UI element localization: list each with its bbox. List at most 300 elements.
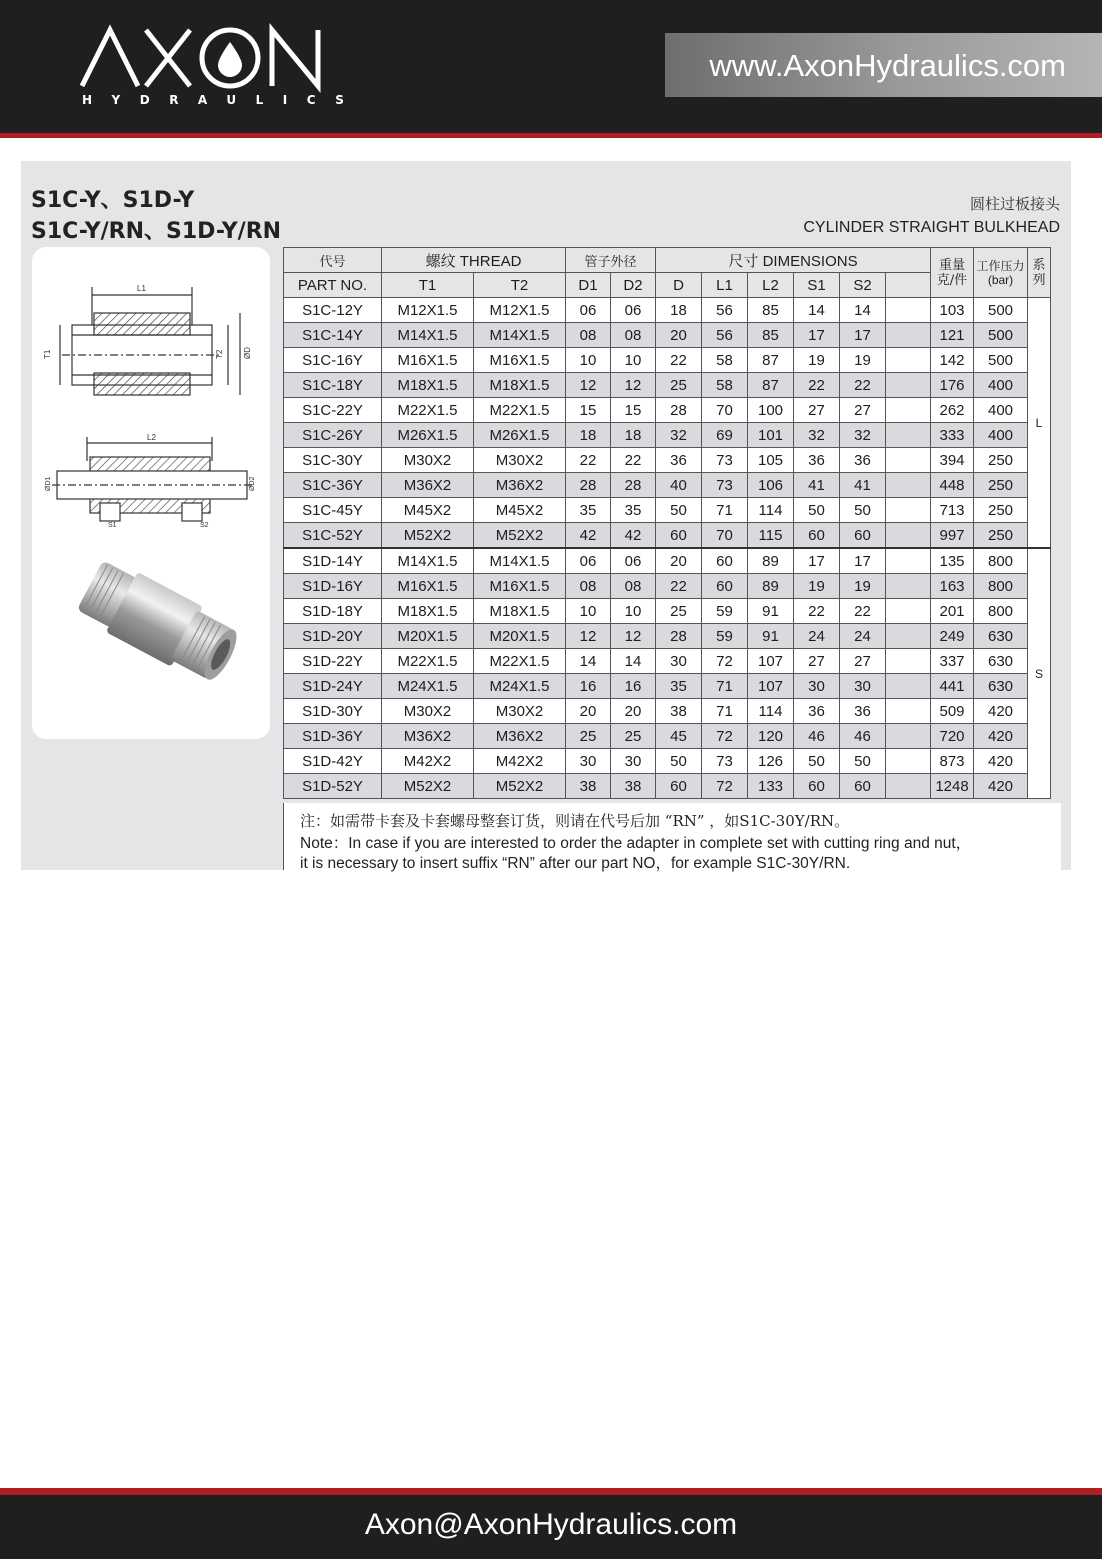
cell-t2: M22X1.5 bbox=[474, 649, 566, 674]
cell-d: 25 bbox=[656, 599, 702, 624]
label-t1: T1 bbox=[43, 349, 52, 359]
cell-t2: M42X2 bbox=[474, 749, 566, 774]
cell-d: 22 bbox=[656, 348, 702, 373]
cell-part-no: S1C-36Y bbox=[284, 473, 382, 498]
cell-t2: M22X1.5 bbox=[474, 398, 566, 423]
label-d2: ØD2 bbox=[249, 476, 256, 491]
cell-blank bbox=[886, 373, 931, 398]
table-row bbox=[284, 774, 1051, 799]
cell-pressure: 420 bbox=[974, 749, 1028, 774]
cell-s1: 41 bbox=[794, 473, 840, 498]
cell-blank bbox=[886, 649, 931, 674]
cell-d1: 08 bbox=[566, 574, 611, 599]
header-d: D bbox=[656, 273, 702, 298]
cell-pressure: 800 bbox=[974, 599, 1028, 624]
cell-pressure: 500 bbox=[974, 323, 1028, 348]
technical-drawing-box bbox=[32, 247, 270, 739]
cell-s2: 32 bbox=[840, 423, 886, 448]
table-row bbox=[284, 298, 1051, 323]
cell-d2: 25 bbox=[611, 724, 656, 749]
label-s1: S1 bbox=[108, 522, 117, 529]
table-row bbox=[284, 348, 1051, 373]
cell-blank bbox=[886, 548, 931, 574]
cell-pressure: 500 bbox=[974, 298, 1028, 323]
cell-l2: 107 bbox=[748, 674, 794, 699]
cell-weight: 121 bbox=[931, 323, 974, 348]
table-row bbox=[284, 398, 1051, 423]
cell-d2: 12 bbox=[611, 373, 656, 398]
cell-s1: 27 bbox=[794, 398, 840, 423]
cell-d2: 06 bbox=[611, 548, 656, 574]
cell-weight: 262 bbox=[931, 398, 974, 423]
cell-t1: M16X1.5 bbox=[382, 574, 474, 599]
series-s: S bbox=[1028, 548, 1051, 799]
header-accent-stripe bbox=[0, 133, 1102, 138]
header-blank bbox=[886, 273, 931, 298]
cell-d1: 10 bbox=[566, 348, 611, 373]
cell-weight: 509 bbox=[931, 699, 974, 724]
cell-d: 60 bbox=[656, 774, 702, 799]
header-s1: S1 bbox=[794, 273, 840, 298]
cell-s1: 36 bbox=[794, 448, 840, 473]
cell-d2: 08 bbox=[611, 574, 656, 599]
cell-d1: 30 bbox=[566, 749, 611, 774]
note-en-line2: it is necessary to insert suffix “RN” after our part NO，for example S1C-30Y/RN. bbox=[300, 855, 851, 872]
cell-pressure: 420 bbox=[974, 699, 1028, 724]
cell-t2: M30X2 bbox=[474, 448, 566, 473]
cell-l1: 56 bbox=[702, 323, 748, 348]
cell-d: 40 bbox=[656, 473, 702, 498]
cell-d: 45 bbox=[656, 724, 702, 749]
cell-t1: M18X1.5 bbox=[382, 373, 474, 398]
header-dimensions: 尺寸 DIMENSIONS bbox=[656, 248, 931, 273]
cell-s1: 27 bbox=[794, 649, 840, 674]
cell-l2: 126 bbox=[748, 749, 794, 774]
cell-t2: M24X1.5 bbox=[474, 674, 566, 699]
table-row bbox=[284, 724, 1051, 749]
cell-blank bbox=[886, 473, 931, 498]
cell-part-no: S1D-42Y bbox=[284, 749, 382, 774]
cell-t1: M52X2 bbox=[382, 523, 474, 549]
header-weight: 重量 克/件 bbox=[931, 248, 974, 298]
cell-s2: 50 bbox=[840, 749, 886, 774]
cell-t1: M36X2 bbox=[382, 724, 474, 749]
cell-part-no: S1C-30Y bbox=[284, 448, 382, 473]
cell-l1: 71 bbox=[702, 699, 748, 724]
cell-s2: 14 bbox=[840, 298, 886, 323]
cell-l2: 89 bbox=[748, 574, 794, 599]
cell-d1: 14 bbox=[566, 649, 611, 674]
cell-d2: 06 bbox=[611, 298, 656, 323]
cell-l2: 101 bbox=[748, 423, 794, 448]
cell-weight: 201 bbox=[931, 599, 974, 624]
cell-s2: 36 bbox=[840, 448, 886, 473]
cell-s1: 30 bbox=[794, 674, 840, 699]
cell-pressure: 400 bbox=[974, 373, 1028, 398]
product-title-line2: S1C-Y/RN、S1D-Y/RN bbox=[31, 219, 282, 244]
cell-l2: 91 bbox=[748, 624, 794, 649]
cell-l1: 59 bbox=[702, 599, 748, 624]
header-part-no: PART NO. bbox=[284, 273, 382, 298]
cell-weight: 337 bbox=[931, 649, 974, 674]
cell-weight: 249 bbox=[931, 624, 974, 649]
drawing-s1d bbox=[52, 437, 252, 521]
table-row bbox=[284, 423, 1051, 448]
cell-s2: 36 bbox=[840, 699, 886, 724]
cell-blank bbox=[886, 523, 931, 549]
table-row bbox=[284, 523, 1051, 549]
cell-t1: M16X1.5 bbox=[382, 348, 474, 373]
cell-l2: 105 bbox=[748, 448, 794, 473]
cell-weight: 176 bbox=[931, 373, 974, 398]
cell-l1: 71 bbox=[702, 498, 748, 523]
cell-l1: 72 bbox=[702, 724, 748, 749]
cell-weight: 713 bbox=[931, 498, 974, 523]
cell-d2: 22 bbox=[611, 448, 656, 473]
cell-t1: M24X1.5 bbox=[382, 674, 474, 699]
cell-d1: 08 bbox=[566, 323, 611, 348]
cell-part-no: S1C-45Y bbox=[284, 498, 382, 523]
cell-l1: 59 bbox=[702, 624, 748, 649]
cell-s2: 27 bbox=[840, 649, 886, 674]
label-t2: T2 bbox=[215, 349, 224, 359]
header-code-cn: 代号 bbox=[284, 248, 382, 273]
cell-t1: M20X1.5 bbox=[382, 624, 474, 649]
cell-d1: 28 bbox=[566, 473, 611, 498]
cell-l2: 100 bbox=[748, 398, 794, 423]
cell-weight: 163 bbox=[931, 574, 974, 599]
cell-d2: 38 bbox=[611, 774, 656, 799]
cell-l2: 120 bbox=[748, 724, 794, 749]
cell-t1: M42X2 bbox=[382, 749, 474, 774]
cell-d2: 30 bbox=[611, 749, 656, 774]
cell-s2: 24 bbox=[840, 624, 886, 649]
cell-blank bbox=[886, 724, 931, 749]
cell-part-no: S1C-18Y bbox=[284, 373, 382, 398]
cell-t2: M36X2 bbox=[474, 724, 566, 749]
cell-part-no: S1D-18Y bbox=[284, 599, 382, 624]
cell-d1: 42 bbox=[566, 523, 611, 549]
cell-pressure: 630 bbox=[974, 649, 1028, 674]
spec-table bbox=[283, 247, 1051, 799]
cell-d2: 16 bbox=[611, 674, 656, 699]
fitting-3d-render bbox=[74, 555, 245, 689]
cell-d1: 06 bbox=[566, 548, 611, 574]
cell-d1: 20 bbox=[566, 699, 611, 724]
cell-blank bbox=[886, 774, 931, 799]
footer-accent-stripe bbox=[0, 1488, 1102, 1495]
cell-s1: 32 bbox=[794, 423, 840, 448]
cell-t1: M30X2 bbox=[382, 699, 474, 724]
header-d1: D1 bbox=[566, 273, 611, 298]
cell-weight: 997 bbox=[931, 523, 974, 549]
cell-blank bbox=[886, 348, 931, 373]
cell-t1: M12X1.5 bbox=[382, 298, 474, 323]
cell-d1: 25 bbox=[566, 724, 611, 749]
cell-d2: 20 bbox=[611, 699, 656, 724]
cell-d: 30 bbox=[656, 649, 702, 674]
cell-s1: 50 bbox=[794, 498, 840, 523]
cell-s2: 19 bbox=[840, 348, 886, 373]
cell-d: 28 bbox=[656, 398, 702, 423]
cell-t1: M52X2 bbox=[382, 774, 474, 799]
fitting-drawings bbox=[32, 247, 270, 739]
cell-part-no: S1C-16Y bbox=[284, 348, 382, 373]
cell-s1: 22 bbox=[794, 373, 840, 398]
cell-l1: 60 bbox=[702, 574, 748, 599]
cell-weight: 441 bbox=[931, 674, 974, 699]
drawing-s1c bbox=[60, 287, 240, 395]
cell-l1: 70 bbox=[702, 523, 748, 549]
cell-t1: M22X1.5 bbox=[382, 649, 474, 674]
cell-d2: 10 bbox=[611, 348, 656, 373]
cell-pressure: 400 bbox=[974, 423, 1028, 448]
cell-d2: 18 bbox=[611, 423, 656, 448]
cell-s1: 14 bbox=[794, 298, 840, 323]
cell-s1: 46 bbox=[794, 724, 840, 749]
cell-t1: M36X2 bbox=[382, 473, 474, 498]
cell-d1: 15 bbox=[566, 398, 611, 423]
cell-t2: M16X1.5 bbox=[474, 348, 566, 373]
cell-blank bbox=[886, 298, 931, 323]
cell-l2: 115 bbox=[748, 523, 794, 549]
cell-l2: 106 bbox=[748, 473, 794, 498]
table-row bbox=[284, 373, 1051, 398]
cell-l1: 58 bbox=[702, 348, 748, 373]
spec-table-body bbox=[284, 298, 1051, 799]
note-cn: 注：如需带卡套及卡套螺母整套订货，则请在代号后加 “RN” ，如S1C-30Y/RN。 bbox=[300, 812, 850, 830]
cell-l2: 91 bbox=[748, 599, 794, 624]
cell-d: 20 bbox=[656, 548, 702, 574]
cell-t2: M45X2 bbox=[474, 498, 566, 523]
cell-d2: 35 bbox=[611, 498, 656, 523]
cell-part-no: S1D-52Y bbox=[284, 774, 382, 799]
cell-d: 32 bbox=[656, 423, 702, 448]
cell-t2: M52X2 bbox=[474, 774, 566, 799]
cell-s2: 19 bbox=[840, 574, 886, 599]
cell-part-no: S1C-26Y bbox=[284, 423, 382, 448]
website-link[interactable]: www.AxonHydraulics.com bbox=[709, 48, 1066, 83]
label-s2: S2 bbox=[200, 522, 209, 529]
header-l1: L1 bbox=[702, 273, 748, 298]
cell-d: 18 bbox=[656, 298, 702, 323]
cell-weight: 448 bbox=[931, 473, 974, 498]
cell-s2: 50 bbox=[840, 498, 886, 523]
cell-blank bbox=[886, 699, 931, 724]
cell-l2: 107 bbox=[748, 649, 794, 674]
cell-t2: M14X1.5 bbox=[474, 323, 566, 348]
cell-d: 22 bbox=[656, 574, 702, 599]
cell-d2: 14 bbox=[611, 649, 656, 674]
cell-l1: 60 bbox=[702, 548, 748, 574]
cell-t2: M14X1.5 bbox=[474, 548, 566, 574]
cell-pressure: 800 bbox=[974, 548, 1028, 574]
cell-blank bbox=[886, 574, 931, 599]
cell-s1: 24 bbox=[794, 624, 840, 649]
cell-d1: 12 bbox=[566, 624, 611, 649]
cell-d: 38 bbox=[656, 699, 702, 724]
cell-d1: 35 bbox=[566, 498, 611, 523]
header-tube-od: 管子外径 bbox=[566, 248, 656, 273]
cell-s2: 27 bbox=[840, 398, 886, 423]
cell-blank bbox=[886, 599, 931, 624]
cell-part-no: S1D-30Y bbox=[284, 699, 382, 724]
cell-d2: 12 bbox=[611, 624, 656, 649]
cell-d2: 10 bbox=[611, 599, 656, 624]
cell-weight: 394 bbox=[931, 448, 974, 473]
header-t2: T2 bbox=[474, 273, 566, 298]
cell-d2: 08 bbox=[611, 323, 656, 348]
header-thread: 螺纹 THREAD bbox=[382, 248, 566, 273]
cell-t1: M26X1.5 bbox=[382, 423, 474, 448]
table-row bbox=[284, 599, 1051, 624]
cell-l2: 85 bbox=[748, 323, 794, 348]
cell-s1: 17 bbox=[794, 548, 840, 574]
cell-t2: M18X1.5 bbox=[474, 373, 566, 398]
cell-part-no: S1D-22Y bbox=[284, 649, 382, 674]
cell-pressure: 500 bbox=[974, 348, 1028, 373]
cell-blank bbox=[886, 323, 931, 348]
product-name-en: CYLINDER STRAIGHT BULKHEAD bbox=[803, 219, 1060, 236]
cell-pressure: 420 bbox=[974, 724, 1028, 749]
cell-pressure: 400 bbox=[974, 398, 1028, 423]
cell-s2: 22 bbox=[840, 599, 886, 624]
cell-weight: 142 bbox=[931, 348, 974, 373]
label-l1: L1 bbox=[137, 284, 146, 293]
label-l2: L2 bbox=[147, 433, 156, 442]
cell-l1: 69 bbox=[702, 423, 748, 448]
cell-d: 50 bbox=[656, 498, 702, 523]
table-row bbox=[284, 699, 1051, 724]
oil-drop-icon bbox=[218, 42, 242, 77]
cell-weight: 1248 bbox=[931, 774, 974, 799]
cell-pressure: 250 bbox=[974, 523, 1028, 549]
cell-l2: 85 bbox=[748, 298, 794, 323]
header-d2: D2 bbox=[611, 273, 656, 298]
cell-l1: 73 bbox=[702, 448, 748, 473]
cell-blank bbox=[886, 448, 931, 473]
cell-s2: 41 bbox=[840, 473, 886, 498]
cell-blank bbox=[886, 674, 931, 699]
table-row bbox=[284, 548, 1051, 574]
cell-l1: 71 bbox=[702, 674, 748, 699]
cell-l1: 73 bbox=[702, 749, 748, 774]
cell-weight: 720 bbox=[931, 724, 974, 749]
cell-t2: M26X1.5 bbox=[474, 423, 566, 448]
table-header-row-1 bbox=[284, 248, 1051, 273]
cell-s2: 17 bbox=[840, 548, 886, 574]
cell-weight: 873 bbox=[931, 749, 974, 774]
header-pressure: 工作压力 (bar) bbox=[974, 248, 1028, 298]
cell-l2: 114 bbox=[748, 699, 794, 724]
cell-part-no: S1D-20Y bbox=[284, 624, 382, 649]
cell-t2: M52X2 bbox=[474, 523, 566, 549]
cell-s1: 19 bbox=[794, 348, 840, 373]
cell-d: 20 bbox=[656, 323, 702, 348]
cell-part-no: S1C-14Y bbox=[284, 323, 382, 348]
cell-l1: 58 bbox=[702, 373, 748, 398]
header-series: 系 列 bbox=[1028, 248, 1051, 298]
cell-d: 36 bbox=[656, 448, 702, 473]
cell-blank bbox=[886, 423, 931, 448]
cell-part-no: S1D-14Y bbox=[284, 548, 382, 574]
cell-weight: 103 bbox=[931, 298, 974, 323]
header-t1: T1 bbox=[382, 273, 474, 298]
cell-part-no: S1D-36Y bbox=[284, 724, 382, 749]
cell-s1: 60 bbox=[794, 523, 840, 549]
cell-l2: 133 bbox=[748, 774, 794, 799]
cell-l1: 72 bbox=[702, 649, 748, 674]
cell-d1: 16 bbox=[566, 674, 611, 699]
table-row bbox=[284, 323, 1051, 348]
table-row bbox=[284, 448, 1051, 473]
cell-pressure: 630 bbox=[974, 674, 1028, 699]
series-l: L bbox=[1028, 298, 1051, 549]
cell-l2: 87 bbox=[748, 348, 794, 373]
cell-t2: M18X1.5 bbox=[474, 599, 566, 624]
cell-d1: 38 bbox=[566, 774, 611, 799]
footer-email-link[interactable]: Axon@AxonHydraulics.com bbox=[364, 1508, 738, 1541]
cell-s2: 60 bbox=[840, 774, 886, 799]
table-row bbox=[284, 574, 1051, 599]
cell-d1: 12 bbox=[566, 373, 611, 398]
cell-s2: 22 bbox=[840, 373, 886, 398]
cell-t1: M18X1.5 bbox=[382, 599, 474, 624]
cell-blank bbox=[886, 498, 931, 523]
label-od: ØD bbox=[243, 347, 252, 359]
product-title-line1: S1C-Y、S1D-Y bbox=[31, 188, 195, 213]
cell-t2: M36X2 bbox=[474, 473, 566, 498]
cell-blank bbox=[886, 624, 931, 649]
cell-s2: 30 bbox=[840, 674, 886, 699]
cell-pressure: 420 bbox=[974, 774, 1028, 799]
table-row bbox=[284, 624, 1051, 649]
cell-d: 28 bbox=[656, 624, 702, 649]
table-row bbox=[284, 498, 1051, 523]
cell-d: 35 bbox=[656, 674, 702, 699]
table-row bbox=[284, 749, 1051, 774]
cell-d1: 22 bbox=[566, 448, 611, 473]
cell-l2: 89 bbox=[748, 548, 794, 574]
cell-s1: 17 bbox=[794, 323, 840, 348]
table-row bbox=[284, 649, 1051, 674]
cell-d: 50 bbox=[656, 749, 702, 774]
cell-t1: M22X1.5 bbox=[382, 398, 474, 423]
table-row bbox=[284, 674, 1051, 699]
note-en-line1: Note：In case if you are interested to order the adapter in complete set with cutting ring and nut， bbox=[300, 835, 972, 852]
cell-part-no: S1C-22Y bbox=[284, 398, 382, 423]
header-s2: S2 bbox=[840, 273, 886, 298]
cell-l2: 114 bbox=[748, 498, 794, 523]
cell-s2: 17 bbox=[840, 323, 886, 348]
cell-d1: 06 bbox=[566, 298, 611, 323]
cell-d2: 15 bbox=[611, 398, 656, 423]
cell-d2: 42 bbox=[611, 523, 656, 549]
cell-pressure: 250 bbox=[974, 498, 1028, 523]
header-l2: L2 bbox=[748, 273, 794, 298]
cell-d2: 28 bbox=[611, 473, 656, 498]
cell-pressure: 250 bbox=[974, 473, 1028, 498]
cell-pressure: 800 bbox=[974, 574, 1028, 599]
cell-s1: 50 bbox=[794, 749, 840, 774]
cell-s1: 19 bbox=[794, 574, 840, 599]
cell-t1: M30X2 bbox=[382, 448, 474, 473]
table-row bbox=[284, 473, 1051, 498]
cell-part-no: S1C-52Y bbox=[284, 523, 382, 549]
product-name-cn: 圆柱过板接头 bbox=[969, 195, 1060, 213]
cell-s2: 60 bbox=[840, 523, 886, 549]
cell-d1: 10 bbox=[566, 599, 611, 624]
